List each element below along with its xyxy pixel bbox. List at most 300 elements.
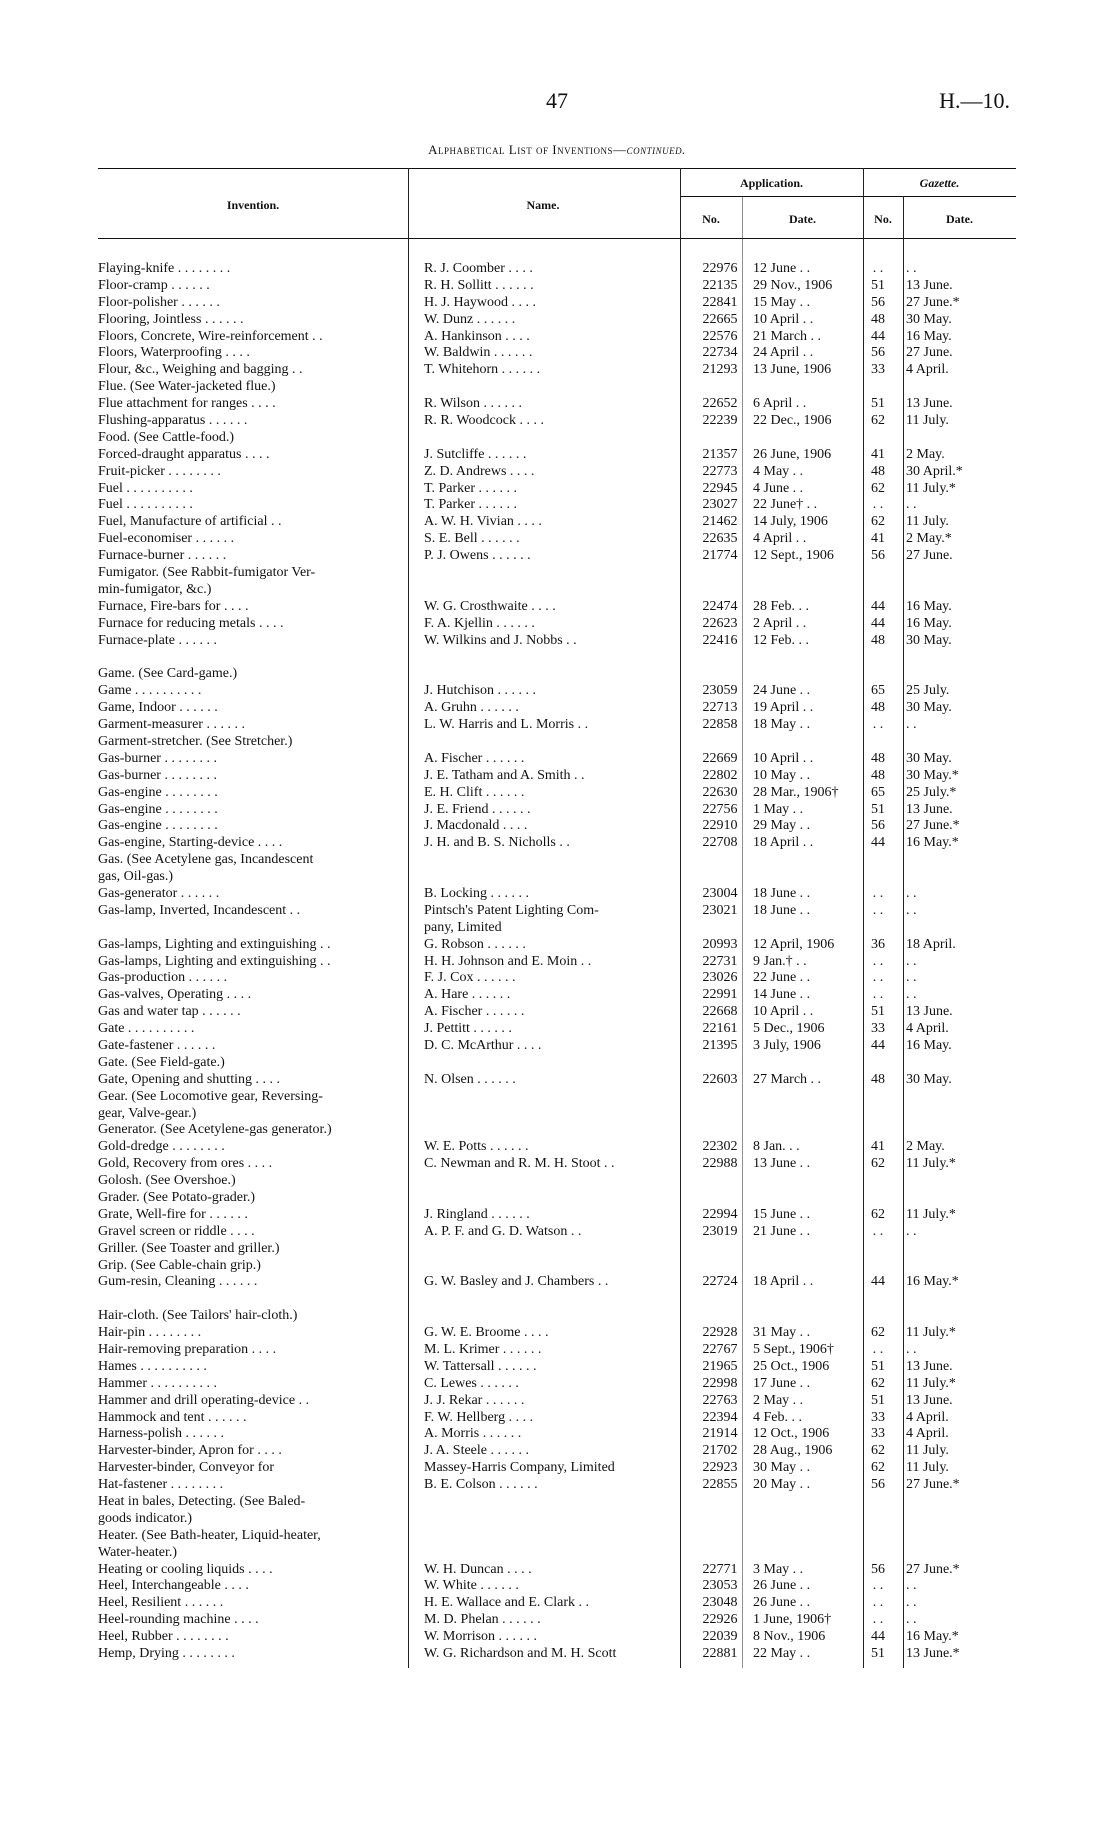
gazette-number-cell: 62 bbox=[871, 413, 885, 429]
table-row bbox=[98, 1055, 1016, 1072]
gazette-date-cell: 16 May. bbox=[906, 328, 952, 344]
invention-cell: Floor-polisher . . . . . . bbox=[98, 294, 220, 310]
application-number-cell: 22763 bbox=[702, 1392, 738, 1408]
application-number-cell: 22756 bbox=[702, 801, 738, 817]
gazette-number-cell: . . bbox=[872, 1578, 884, 1594]
name-cell: R. J. Coomber . . . . bbox=[424, 261, 533, 276]
name-cell: T. Parker . . . . . . bbox=[424, 480, 518, 496]
application-number-cell: 23027 bbox=[702, 497, 738, 513]
application-number-cell: 22708 bbox=[702, 835, 738, 851]
gazette-date-cell: 16 May. bbox=[906, 615, 952, 631]
name-cell: W. Morrison . . . . . . bbox=[424, 1629, 538, 1645]
application-number-cell: 23004 bbox=[702, 885, 738, 901]
table-row bbox=[98, 1038, 1016, 1055]
invention-cell: Floors, Concrete, Wire-reinforcement . . bbox=[98, 328, 323, 344]
gazette-date-cell: 27 June.* bbox=[906, 818, 960, 834]
gazette-date-cell: . . bbox=[906, 717, 917, 733]
gazette-number-cell: 33 bbox=[871, 1426, 885, 1442]
gazette-date-cell: 13 June. bbox=[906, 801, 953, 817]
application-date-cell: 1 May . . bbox=[753, 801, 804, 817]
application-number-cell: 22771 bbox=[702, 1561, 738, 1577]
application-date-cell: 4 June . . bbox=[753, 480, 804, 496]
gazette-number-cell: 62 bbox=[871, 480, 885, 496]
name-cell: C. Lewes . . . . . . bbox=[424, 1375, 519, 1391]
table-row bbox=[98, 548, 1016, 565]
table-row bbox=[98, 1308, 1016, 1325]
application-number-cell: 22773 bbox=[702, 463, 738, 479]
application-number-cell: 22623 bbox=[702, 615, 738, 631]
table-row bbox=[98, 835, 1016, 852]
application-number-cell: 22394 bbox=[702, 1409, 738, 1425]
table-row bbox=[98, 1173, 1016, 1190]
gazette-date-cell: 30 May.* bbox=[906, 767, 959, 783]
application-number-cell: 22576 bbox=[702, 328, 738, 344]
table-row bbox=[98, 582, 1016, 599]
application-date-cell: 22 June . . bbox=[753, 970, 811, 986]
gazette-date-cell: 13 June. bbox=[906, 277, 953, 293]
invention-cell: Gear. (See Locomotive gear, Reversing- bbox=[98, 1088, 323, 1104]
invention-cell: Generator. (See Acetylene-gas generator.) bbox=[98, 1122, 332, 1138]
table-row bbox=[98, 599, 1016, 616]
application-number-cell: 22855 bbox=[702, 1477, 738, 1493]
application-date-cell: 20 May . . bbox=[753, 1477, 811, 1493]
table-row bbox=[98, 1156, 1016, 1173]
name-cell: T. Parker . . . . . . bbox=[424, 497, 518, 513]
table-row bbox=[98, 734, 1016, 751]
gazette-date-cell: 30 May. bbox=[906, 632, 952, 648]
application-number-cell: 22841 bbox=[702, 294, 738, 310]
invention-cell: Hair-cloth. (See Tailors' hair-cloth.) bbox=[98, 1308, 298, 1324]
invention-cell: Flaying-knife . . . . . . . . bbox=[98, 261, 231, 276]
invention-cell: Gas-engine . . . . . . . . bbox=[98, 784, 218, 800]
gazette-number-cell: 44 bbox=[871, 1629, 885, 1645]
invention-cell: Gate, Opening and shutting . . . . bbox=[98, 1071, 280, 1087]
gazette-number-cell: 56 bbox=[871, 1561, 885, 1577]
application-number-cell: 22161 bbox=[702, 1021, 738, 1037]
header-gazette: Gazette. bbox=[919, 176, 960, 190]
table-row bbox=[98, 1122, 1016, 1139]
gazette-date-cell: 13 June. bbox=[906, 1004, 953, 1020]
gazette-date-cell: 2 May. bbox=[906, 1139, 945, 1155]
table-row bbox=[98, 329, 1016, 346]
gazette-date-cell: 27 June.* bbox=[906, 1477, 960, 1493]
gazette-number-cell: . . bbox=[872, 885, 884, 901]
name-cell: Massey-Harris Company, Limited bbox=[424, 1460, 615, 1476]
gazette-date-cell: 2 May. bbox=[906, 446, 945, 462]
table-row bbox=[98, 751, 1016, 768]
header-bottom-rule bbox=[98, 238, 1016, 239]
application-date-cell: 10 May . . bbox=[753, 767, 811, 783]
application-date-cell: 9 Jan.† . . bbox=[753, 953, 807, 969]
table-row bbox=[98, 1477, 1016, 1494]
table-row bbox=[98, 481, 1016, 498]
name-cell: A. Hare . . . . . . bbox=[424, 987, 511, 1003]
gazette-number-cell: 48 bbox=[871, 463, 885, 479]
application-date-cell: 18 June . . bbox=[753, 885, 811, 901]
table-row bbox=[98, 514, 1016, 531]
gazette-date-cell: 11 July. bbox=[906, 1443, 949, 1459]
header-name: Name. bbox=[526, 198, 560, 212]
application-number-cell: 22928 bbox=[702, 1325, 738, 1341]
gazette-date-cell: 25 July.* bbox=[906, 784, 957, 800]
invention-cell: gas, Oil-gas.) bbox=[98, 869, 174, 885]
gazette-date-cell: 16 May.* bbox=[906, 1274, 959, 1290]
gazette-number-cell: . . bbox=[872, 717, 884, 733]
gazette-number-cell: 48 bbox=[871, 767, 885, 783]
table-row bbox=[98, 852, 1016, 869]
name-cell: R. R. Woodcock . . . . bbox=[424, 413, 544, 429]
table-row bbox=[98, 1528, 1016, 1545]
invention-cell: Gold, Recovery from ores . . . . bbox=[98, 1156, 273, 1172]
gazette-number-cell: 65 bbox=[871, 683, 885, 699]
table-row bbox=[98, 1612, 1016, 1629]
invention-cell: Game, Indoor . . . . . . bbox=[98, 700, 218, 716]
gazette-date-cell: 27 June. bbox=[906, 548, 953, 564]
name-cell: W. E. Potts . . . . . . bbox=[424, 1139, 529, 1155]
application-date-cell: 3 July, 1906 bbox=[753, 1037, 821, 1053]
table-row bbox=[98, 1072, 1016, 1089]
gazette-number-cell: . . bbox=[872, 1595, 884, 1611]
application-number-cell: 22926 bbox=[702, 1612, 738, 1628]
application-date-cell: 22 Dec., 1906 bbox=[753, 413, 832, 429]
gazette-date-cell: . . bbox=[906, 987, 917, 1003]
invention-cell: Garment-stretcher. (See Stretcher.) bbox=[98, 733, 293, 749]
table-row bbox=[98, 1004, 1016, 1021]
name-cell: C. Newman and R. M. H. Stoot . . bbox=[424, 1156, 615, 1172]
gazette-date-cell: 11 July.* bbox=[906, 1156, 956, 1172]
header-invention: Invention. bbox=[226, 198, 280, 212]
table-row bbox=[98, 700, 1016, 717]
table-row bbox=[98, 430, 1016, 447]
gazette-number-cell: 51 bbox=[871, 396, 885, 412]
invention-cell: Flue. (See Water-jacketed flue.) bbox=[98, 379, 276, 395]
table-row bbox=[98, 1258, 1016, 1275]
gazette-number-cell: 51 bbox=[871, 801, 885, 817]
gazette-number-cell: 44 bbox=[871, 598, 885, 614]
table-row bbox=[98, 616, 1016, 633]
invention-cell: Harvester-binder, Conveyor for bbox=[98, 1460, 275, 1476]
application-number-cell: 22665 bbox=[702, 311, 738, 327]
application-number-cell: 22603 bbox=[702, 1071, 738, 1087]
gazette-date-cell: . . bbox=[906, 497, 917, 513]
header-gaz-date: Date. bbox=[946, 212, 973, 226]
name-cell: W. White . . . . . . bbox=[424, 1578, 519, 1594]
table-row bbox=[98, 447, 1016, 464]
name-cell: J. E. Tatham and A. Smith . . bbox=[424, 767, 585, 783]
name-cell: A. Fischer . . . . . . bbox=[424, 1004, 525, 1020]
page-number: 47 bbox=[546, 88, 568, 113]
application-number-cell: 21702 bbox=[702, 1443, 738, 1459]
gazette-date-cell: 13 June.* bbox=[906, 1646, 960, 1662]
application-number-cell: 22734 bbox=[702, 345, 738, 361]
invention-cell: Gas-lamps, Lighting and extinguishing . . bbox=[98, 953, 331, 969]
gazette-date-cell: . . bbox=[906, 1578, 917, 1594]
application-number-cell: 22991 bbox=[702, 987, 738, 1003]
name-cell: J. Macdonald . . . . bbox=[424, 818, 528, 834]
application-number-cell: 22416 bbox=[702, 632, 738, 648]
table-row bbox=[98, 1241, 1016, 1258]
gazette-number-cell: 51 bbox=[871, 277, 885, 293]
invention-cell: Garment-measurer . . . . . . bbox=[98, 717, 245, 733]
invention-cell: Fuel-economiser . . . . . . bbox=[98, 531, 235, 547]
table-row bbox=[98, 970, 1016, 987]
application-date-cell: 4 Feb. . . bbox=[753, 1409, 802, 1425]
table-row bbox=[98, 1629, 1016, 1646]
table-row bbox=[98, 345, 1016, 362]
gazette-number-cell: 51 bbox=[871, 1358, 885, 1374]
application-number-cell: 22976 bbox=[702, 261, 738, 276]
invention-cell: Heat in bales, Detecting. (See Baled- bbox=[98, 1494, 306, 1510]
name-cell: B. Locking . . . . . . bbox=[424, 885, 529, 901]
application-number-cell: 22945 bbox=[702, 480, 738, 496]
table-row bbox=[98, 1325, 1016, 1342]
table-row bbox=[98, 379, 1016, 396]
gazette-number-cell: . . bbox=[872, 987, 884, 1003]
application-number-cell: 22994 bbox=[702, 1206, 738, 1222]
table-row bbox=[98, 1595, 1016, 1612]
application-date-cell: 24 June . . bbox=[753, 683, 811, 699]
invention-cell: Hair-pin . . . . . . . . bbox=[98, 1325, 202, 1341]
gazette-date-cell: 16 May. bbox=[906, 1037, 952, 1053]
invention-cell: Fumigator. (See Rabbit-fumigator Ver- bbox=[98, 565, 316, 581]
name-cell: N. Olsen . . . . . . bbox=[424, 1071, 516, 1087]
invention-cell: Gas-engine . . . . . . . . bbox=[98, 818, 218, 834]
invention-cell: Heel, Rubber . . . . . . . . bbox=[98, 1629, 229, 1645]
invention-cell: Griller. (See Toaster and griller.) bbox=[98, 1240, 280, 1256]
invention-cell: Gum-resin, Cleaning . . . . . . bbox=[98, 1274, 258, 1290]
table-row bbox=[98, 1393, 1016, 1410]
inventions-table-body bbox=[98, 261, 1016, 1663]
gazette-number-cell: 62 bbox=[871, 1460, 885, 1476]
table-row bbox=[98, 413, 1016, 430]
invention-cell: Hammock and tent . . . . . . bbox=[98, 1409, 247, 1425]
name-cell: F. J. Cox . . . . . . bbox=[424, 970, 516, 986]
application-number-cell: 22652 bbox=[702, 396, 738, 412]
name-cell: T. Whitehorn . . . . . . bbox=[424, 362, 541, 378]
gazette-number-cell: . . bbox=[872, 1223, 884, 1239]
invention-cell: Floors, Waterproofing . . . . bbox=[98, 345, 250, 361]
table-row bbox=[98, 1224, 1016, 1241]
name-cell: R. H. Sollitt . . . . . . bbox=[424, 277, 534, 293]
invention-cell: Water-heater.) bbox=[98, 1544, 178, 1560]
invention-cell: Gas-generator . . . . . . bbox=[98, 885, 220, 901]
name-cell: Pintsch's Patent Lighting Com- bbox=[424, 902, 599, 918]
application-date-cell: 12 Feb. . . bbox=[753, 632, 809, 648]
name-cell: A. Morris . . . . . . bbox=[424, 1426, 522, 1442]
name-cell: W. Dunz . . . . . . bbox=[424, 311, 516, 327]
application-number-cell: 21293 bbox=[702, 362, 738, 378]
table-row bbox=[98, 717, 1016, 734]
gazette-date-cell: 30 May. bbox=[906, 1071, 952, 1087]
gazette-number-cell: . . bbox=[872, 497, 884, 513]
gazette-number-cell: 62 bbox=[871, 1156, 885, 1172]
name-cell: A. Hankinson . . . . bbox=[424, 328, 530, 344]
table-row bbox=[98, 954, 1016, 971]
gazette-date-cell: 16 May.* bbox=[906, 1629, 959, 1645]
application-date-cell: 10 April . . bbox=[753, 1004, 814, 1020]
application-date-cell: 5 Sept., 1906† bbox=[753, 1342, 834, 1357]
table-row bbox=[98, 261, 1016, 278]
table-row bbox=[98, 802, 1016, 819]
table-row bbox=[98, 785, 1016, 802]
table-row bbox=[98, 1426, 1016, 1443]
name-cell: H. J. Haywood . . . . bbox=[424, 294, 536, 310]
invention-cell: Game . . . . . . . . . . bbox=[98, 683, 202, 699]
name-cell: J. Sutcliffe . . . . . . bbox=[424, 446, 527, 462]
gazette-date-cell: . . bbox=[906, 885, 917, 901]
gazette-number-cell: 48 bbox=[871, 700, 885, 716]
gazette-number-cell: . . bbox=[872, 970, 884, 986]
header-app-no: No. bbox=[702, 212, 720, 226]
application-number-cell: 22731 bbox=[702, 953, 738, 969]
application-number-cell: 22910 bbox=[702, 818, 738, 834]
application-date-cell: 5 Dec., 1906 bbox=[753, 1021, 825, 1037]
table-row bbox=[98, 869, 1016, 886]
name-cell: L. W. Harris and L. Morris . . bbox=[424, 717, 589, 733]
gazette-date-cell: . . bbox=[906, 1342, 917, 1357]
application-date-cell: 8 Nov., 1906 bbox=[753, 1629, 826, 1645]
gazette-number-cell: 33 bbox=[871, 1409, 885, 1425]
invention-cell: Gold-dredge . . . . . . . . bbox=[98, 1139, 225, 1155]
gazette-number-cell: 48 bbox=[871, 632, 885, 648]
gazette-number-cell: . . bbox=[872, 1612, 884, 1628]
gazette-date-cell: 11 July.* bbox=[906, 480, 956, 496]
invention-cell: Gravel screen or riddle . . . . bbox=[98, 1223, 255, 1239]
invention-cell: Flushing-apparatus . . . . . . bbox=[98, 413, 248, 429]
name-cell: F. A. Kjellin . . . . . . bbox=[424, 615, 535, 631]
name-cell: J. H. and B. S. Nicholls . . bbox=[424, 835, 570, 851]
application-date-cell: 27 March . . bbox=[753, 1071, 822, 1087]
application-number-cell: 22858 bbox=[702, 717, 738, 733]
application-date-cell: 12 June . . bbox=[753, 261, 811, 276]
invention-cell: Gas-engine . . . . . . . . bbox=[98, 801, 218, 817]
name-cell: H. E. Wallace and E. Clark . . bbox=[424, 1595, 590, 1611]
table-row bbox=[98, 497, 1016, 514]
gazette-number-cell: 65 bbox=[871, 784, 885, 800]
application-date-cell: 10 April . . bbox=[753, 750, 814, 766]
gazette-number-cell: 62 bbox=[871, 1325, 885, 1341]
table-row bbox=[98, 1494, 1016, 1511]
table-row bbox=[98, 396, 1016, 413]
invention-cell: Gas and water tap . . . . . . bbox=[98, 1004, 241, 1020]
invention-cell: Gas-lamp, Inverted, Incandescent . . bbox=[98, 902, 301, 918]
invention-cell: Heel, Resilient . . . . . . bbox=[98, 1595, 224, 1611]
invention-cell: Game. (See Card-game.) bbox=[98, 666, 238, 682]
gazette-date-cell: 30 May. bbox=[906, 311, 952, 327]
application-date-cell: 28 Feb. . . bbox=[753, 598, 809, 614]
invention-cell: Furnace-burner . . . . . . bbox=[98, 548, 227, 564]
name-cell: J. Ringland . . . . . . bbox=[424, 1206, 530, 1222]
gazette-number-cell: 56 bbox=[871, 294, 885, 310]
application-date-cell: 4 April . . bbox=[753, 531, 807, 547]
name-cell: W. G. Richardson and M. H. Scott bbox=[424, 1646, 617, 1662]
invention-cell: Gate-fastener . . . . . . bbox=[98, 1037, 216, 1053]
invention-cell: goods indicator.) bbox=[98, 1510, 193, 1526]
invention-cell: Furnace for reducing metals . . . . bbox=[98, 615, 284, 631]
application-date-cell: 30 May . . bbox=[753, 1460, 811, 1476]
gazette-number-cell: . . bbox=[872, 1342, 884, 1357]
gazette-date-cell: 25 July. bbox=[906, 683, 950, 699]
table-row bbox=[98, 666, 1016, 683]
table-row bbox=[98, 464, 1016, 481]
table-row bbox=[98, 362, 1016, 379]
name-cell: B. E. Colson . . . . . . bbox=[424, 1477, 538, 1493]
application-number-cell: 20993 bbox=[702, 936, 738, 952]
gazette-number-cell: 48 bbox=[871, 1071, 885, 1087]
gazette-date-cell: 27 June.* bbox=[906, 1561, 960, 1577]
invention-cell: Hames . . . . . . . . . . bbox=[98, 1358, 207, 1374]
name-cell: J. Pettitt . . . . . . bbox=[424, 1021, 512, 1037]
application-number-cell: 23026 bbox=[702, 970, 738, 986]
gazette-number-cell: 41 bbox=[871, 531, 885, 547]
gazette-number-cell: . . bbox=[872, 261, 884, 276]
gazette-number-cell: 44 bbox=[871, 1274, 885, 1290]
gazette-date-cell: 4 April. bbox=[906, 362, 949, 378]
table-row bbox=[98, 768, 1016, 785]
application-number-cell: 22669 bbox=[702, 750, 738, 766]
gazette-date-cell: . . bbox=[906, 1223, 917, 1239]
application-number-cell: 21965 bbox=[702, 1358, 738, 1374]
invention-cell: Grader. (See Potato-grader.) bbox=[98, 1189, 256, 1205]
name-cell: R. Wilson . . . . . . bbox=[424, 396, 522, 412]
application-number-cell: 22635 bbox=[702, 531, 738, 547]
application-date-cell: 22 June† . . bbox=[753, 497, 818, 513]
gazette-number-cell: . . bbox=[872, 953, 884, 969]
table-row bbox=[98, 1578, 1016, 1595]
gazette-date-cell: 27 June.* bbox=[906, 294, 960, 310]
gazette-date-cell: . . bbox=[906, 1595, 917, 1611]
application-number-cell: 22923 bbox=[702, 1460, 738, 1476]
application-date-cell: 10 April . . bbox=[753, 311, 814, 327]
application-number-cell: 21357 bbox=[702, 446, 738, 462]
application-date-cell: 4 May . . bbox=[753, 463, 804, 479]
invention-cell: Heating or cooling liquids . . . . bbox=[98, 1561, 273, 1577]
table-row bbox=[98, 1359, 1016, 1376]
invention-cell: Forced-draught apparatus . . . . bbox=[98, 446, 270, 462]
invention-cell: Gate . . . . . . . . . . bbox=[98, 1021, 195, 1037]
invention-cell: Gas-engine, Starting-device . . . . bbox=[98, 835, 283, 851]
gazette-date-cell: 11 July.* bbox=[906, 1325, 956, 1341]
application-date-cell: 12 Sept., 1906 bbox=[753, 548, 834, 564]
gazette-number-cell: 51 bbox=[871, 1004, 885, 1020]
gazette-number-cell: 62 bbox=[871, 514, 885, 530]
application-date-cell: 12 April, 1906 bbox=[753, 936, 835, 952]
name-cell: D. C. McArthur . . . . bbox=[424, 1037, 542, 1053]
application-number-cell: 23059 bbox=[702, 683, 738, 699]
application-date-cell: 29 May . . bbox=[753, 818, 811, 834]
gazette-date-cell: 11 July. bbox=[906, 413, 949, 429]
name-cell: W. Baldwin . . . . . . bbox=[424, 345, 533, 361]
application-date-cell: 28 Mar., 1906† bbox=[753, 784, 839, 800]
name-cell: W. G. Crosthwaite . . . . bbox=[424, 598, 556, 614]
invention-cell: Gate. (See Field-gate.) bbox=[98, 1054, 225, 1070]
gazette-number-cell: 41 bbox=[871, 1139, 885, 1155]
table-row bbox=[98, 1460, 1016, 1477]
table-row bbox=[98, 1562, 1016, 1579]
gazette-date-cell: 18 April. bbox=[906, 936, 956, 952]
gazette-number-cell: . . bbox=[872, 902, 884, 918]
gazette-date-cell: . . bbox=[906, 953, 917, 969]
invention-cell: Hemp, Drying . . . . . . . . bbox=[98, 1646, 235, 1662]
table-row bbox=[98, 903, 1016, 920]
gazette-date-cell: 13 June. bbox=[906, 1392, 953, 1408]
table-row bbox=[98, 1410, 1016, 1427]
gazette-number-cell: 62 bbox=[871, 1375, 885, 1391]
application-date-cell: 14 June . . bbox=[753, 987, 811, 1003]
invention-cell: Gas-production . . . . . . bbox=[98, 970, 228, 986]
application-date-cell: 1 June, 1906† bbox=[753, 1612, 832, 1628]
gazette-number-cell: 33 bbox=[871, 362, 885, 378]
